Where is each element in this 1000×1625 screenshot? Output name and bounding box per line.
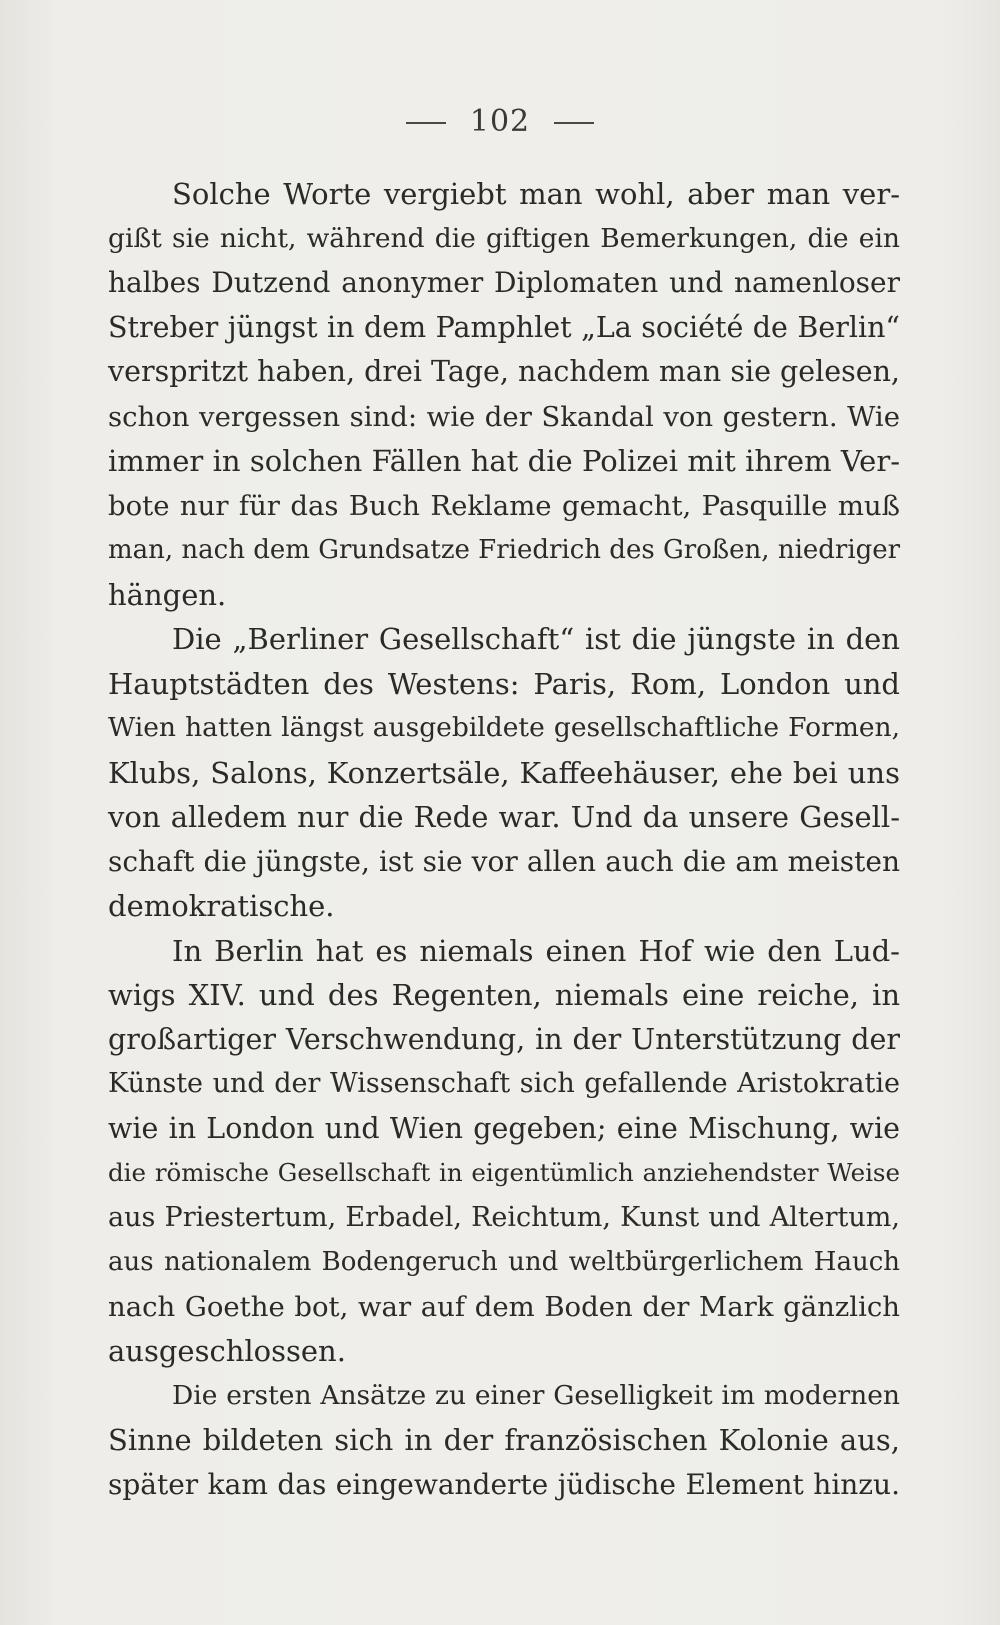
text-line: schaft die jüngste, ist sie vor allen auch die am meisten: [108, 844, 900, 878]
text-line: wie in London und Wien gegeben; eine Mischung, wie: [108, 1111, 900, 1145]
text-line: Klubs, Salons, Konzertsäle, Kaffeehäuser, ehe bei uns: [108, 755, 900, 790]
text-line: gißt sie nicht, während die giftigen Bemerkungen, die ein: [108, 222, 900, 254]
text-line: von alledem nur die Rede war. Und da unsere Gesell-: [108, 800, 900, 834]
page-number: 102: [469, 104, 531, 139]
text-line: ausgeschlossen.: [108, 1334, 346, 1368]
text-line: hängen.: [108, 577, 227, 612]
text-line: Wien hatten längst ausgebildete gesellschaftliche Formen,: [108, 712, 900, 743]
text-line: aus nationalem Bodengeruch und weltbürgerlichem Hauch: [108, 1247, 900, 1277]
text-line: verspritzt haben, drei Tage, nachdem man sie gelesen,: [108, 355, 900, 388]
text-line: großartiger Verschwendung, in der Unterstützung der: [108, 1022, 900, 1056]
text-line: Künste und der Wissenschaft sich gefallende Aristokratie: [108, 1068, 900, 1099]
text-line: In Berlin hat es niemals einen Hof wie den Lud-: [172, 933, 900, 968]
text-line: später kam das eingewanderte jüdische Element hinzu.: [108, 1467, 900, 1501]
text-line: Die ersten Ansätze zu einer Geselligkeit im modernen: [172, 1379, 900, 1411]
page-number-header: [0, 104, 1000, 139]
text-line: nach Goethe bot, war auf dem Boden der Mark gänzlich: [108, 1290, 900, 1323]
text-line: bote nur für das Buch Reklame gemacht, Pasquille muß: [108, 489, 900, 522]
text-line: man, nach dem Grundsatze Friedrich des Großen, niedriger: [108, 535, 901, 565]
right-dash: [554, 122, 594, 124]
text-line: halbes Dutzend anonymer Diplomaten und namenloser: [108, 266, 900, 299]
text-line: demokratische.: [108, 889, 335, 923]
left-dash: [406, 122, 446, 124]
text-line: Solche Worte vergiebt man wohl, aber man ver-: [172, 177, 900, 211]
text-line: Streber jüngst in dem Pamphlet „La société de Berlin“: [108, 310, 900, 344]
text-line: aus Priestertum, Erbadel, Reichtum, Kunst und Altertum,: [108, 1201, 900, 1233]
text-line: schon vergessen sind: wie der Skandal von gestern. Wie: [108, 400, 900, 433]
text-line: Sinne bildeten sich in der französischen Kolonie aus,: [108, 1423, 900, 1457]
text-line: wigs XIV. und des Regenten, niemals eine reiche, in: [108, 978, 900, 1012]
text-line: immer in solchen Fällen hat die Polizei mit ihrem Ver-: [108, 444, 900, 478]
text-line: Die „Berliner Gesellschaft“ ist die jüngste in den: [172, 622, 900, 656]
text-line: Hauptstädten des Westens: Paris, Rom, London und: [108, 666, 900, 701]
body-text: [108, 172, 900, 1507]
text-line: die römische Gesellschaft in eigentümlich anziehendster Weise: [108, 1158, 900, 1187]
